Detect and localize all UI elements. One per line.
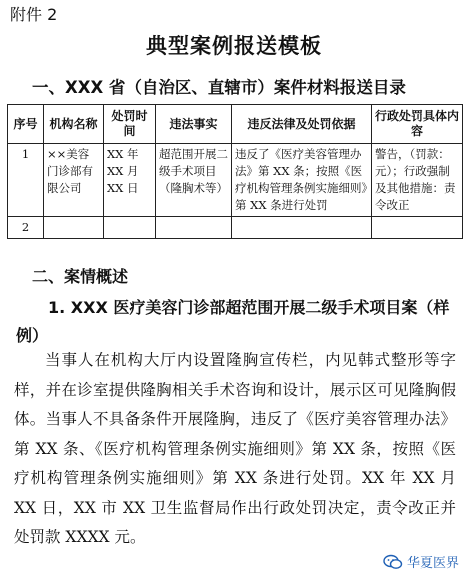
header-cell: 行政处罚具体内容 [372,105,463,144]
table-cell [44,217,104,239]
attachment-label: 附件 2 [10,5,58,24]
table-cell: ××美容门诊部有限公司 [44,144,104,217]
watermark [380,551,462,572]
table-cell: 2 [8,217,44,239]
header-cell: 序号 [8,105,44,144]
table-cell: 警告，（罚款：元）；行政强制及其他措施：责令改正 [372,144,463,217]
section-heading-overview: 二、案情概述 [32,267,129,286]
table-row [8,144,463,217]
table-cell: 超范围开展二级手术项目（隆胸术等） [156,144,232,217]
table-row [8,217,463,239]
case-body: 当事人在机构大厅内设置隆胸宣传栏，内见韩式整形等字样，并在诊室提供隆胸相关手术咨询和设计，展示区可见隆胸假体。当事人不具备条件开展隆胸，违反了《医疗美容管理办法》第 XX 条、《医疗机构管理条例实施细则》第 XX 条，按照《医疗机构管理条例实施细则》第 XX 条进行处罚。XX 年 XX 月 XX 日，XX 市 XX 卫生监督局作出行政处罚决定，责令改正并处罚款 XXXX 元。 [14,351,456,546]
table-header-row [8,105,463,144]
page-title: 典型案例报送模板 [146,34,322,58]
header-cell: 机构名称 [44,105,104,144]
watermark-text: 华夏医界 [406,556,459,571]
table-cell: 违反了《医疗美容管理办法》第 XX 条；按照《医疗机构管理条例实施细则》第 XX 条进行处罚 [232,144,372,217]
table-cell [372,217,463,239]
case-catalog-table [7,104,463,239]
table-cell [104,217,156,239]
table-cell [156,217,232,239]
header-cell: 处罚时间 [104,105,156,144]
header-cell: 违法事实 [156,105,232,144]
wechat-icon [383,554,403,570]
table-cell: XX 年XX 月XX 日 [104,144,156,217]
table-cell [232,217,372,239]
case-title: 1. XXX 医疗美容门诊部超范围开展二级手术项目案（样例） [16,298,450,345]
header-cell: 违反法律及处罚依据 [232,105,372,144]
section-heading-catalog: 一、XXX 省（自治区、直辖市）案件材料报送目录 [32,78,406,97]
table-cell: 1 [8,144,44,217]
